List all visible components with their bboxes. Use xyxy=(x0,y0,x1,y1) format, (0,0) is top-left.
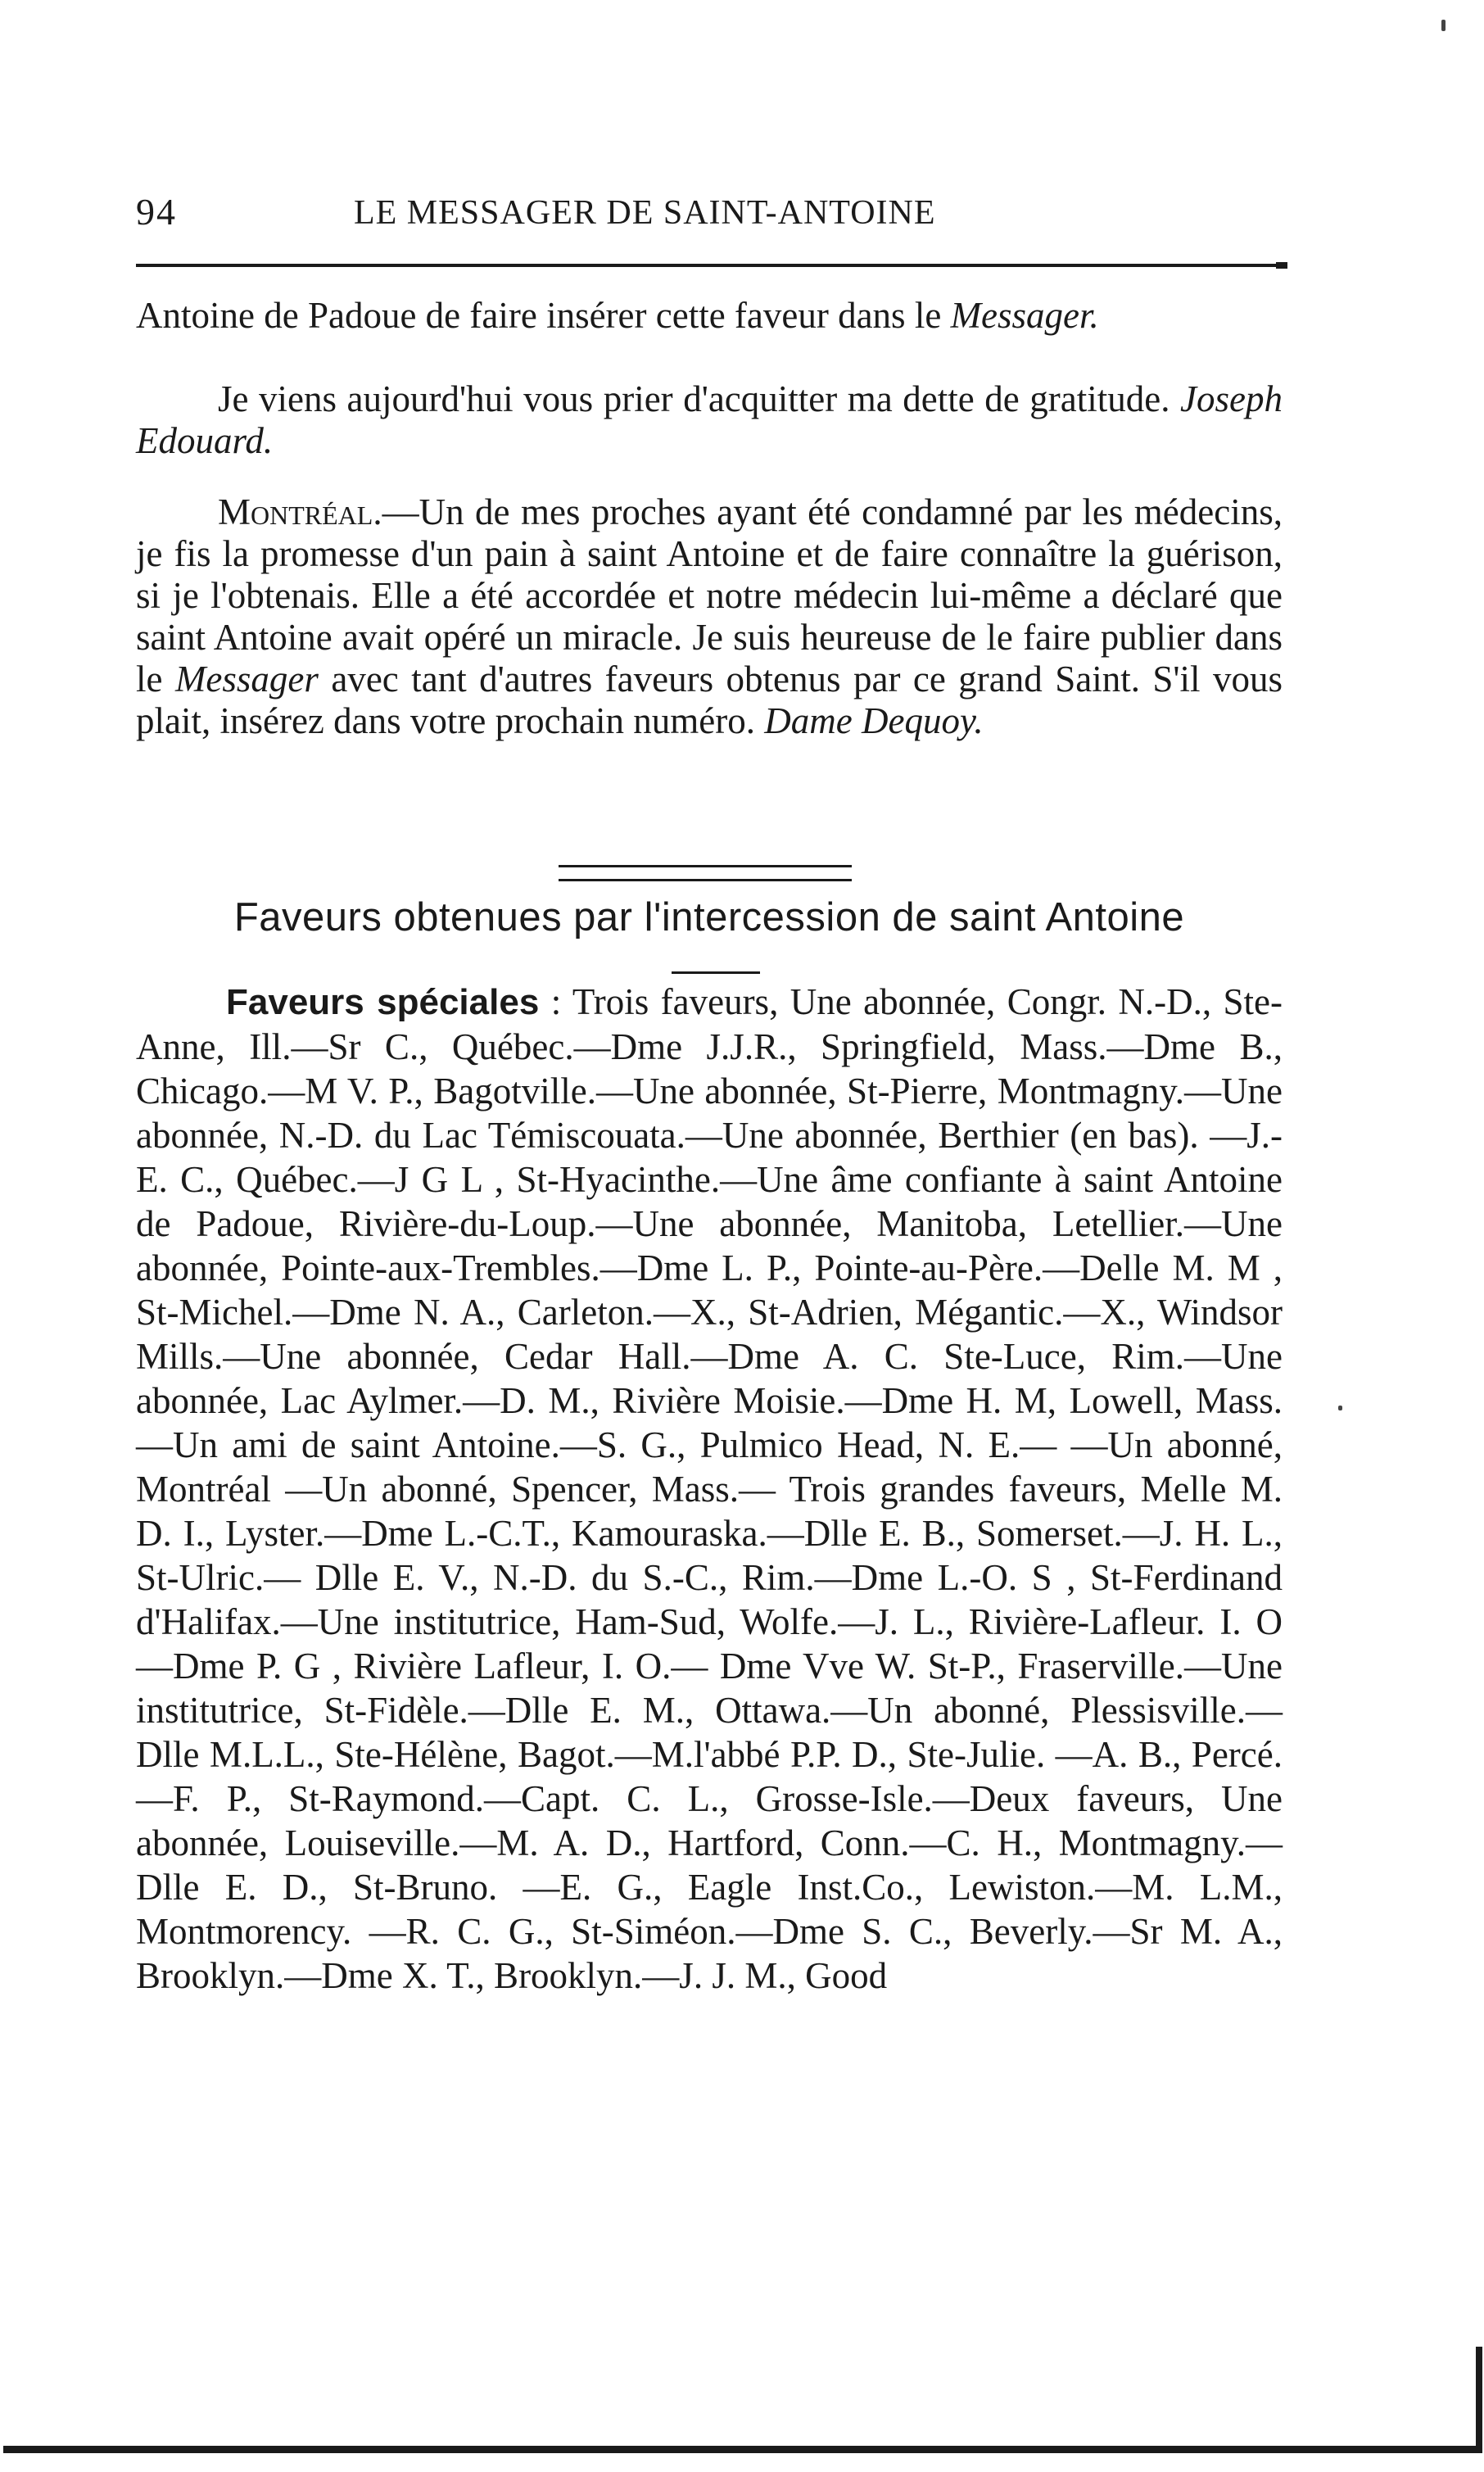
paragraph-continuation xyxy=(136,295,1283,337)
paragraph-text: Antoine de Padoue de faire insérer cette faveur dans le xyxy=(136,295,951,336)
favors-body: : Trois faveurs, Une abonnée, Congr. N.-D., Ste-Anne, Ill.—Sr C., Québec.—Dme J.J.R., Springfield, Mass.—Dme B., Chicago.—M V. P., Bagotville.—Une abonnée, St-Pierre, Montmagny.—Une abonnée, N.-D. du Lac Témiscouata.—Une abonnée, Berthier (en bas). —J.-E. C., Québec.—J G L , St-Hyacinthe.—Une âme confiante à saint Antoine de Padoue, Rivière-du-Loup.—Une abonnée, Manitoba, Letellier.—Une abonnée, Pointe-aux-Trembles.—Dme L. P., Pointe-au-Père.—Delle M. M , St-Michel.—Dme N. A., Carleton.—X., St-Adrien, Mégantic.—X., Windsor Mills.—Une abonnée, Cedar Hall.—Dme A. C. Ste-Luce, Rim.—Une abonnée, Lac Aylmer.—D. M., Rivière Moisie.—Dme H. M, Lowell, Mass.—Un ami de saint Antoine.—S. G., Pulmico Head, N. E.— —Un abonné, Montréal —Un abonné, Spencer, Mass.— Trois grandes faveurs, Melle M. D. I., Lyster.—Dme L.-C.T., Kamouraska.—Dlle E. B., Somerset.—J. H. L., St-Ulric.— Dlle E. V., N.-D. du S.-C., Rim.—Dme L.-O. S , St-Ferdinand d'Halifax.—Une institutrice, Ham-Sud, Wolfe.—J. L., Rivière-Lafleur. I. O —Dme P. G , Rivière Lafleur, I. O.— Dme Vve W. St-P., Fraserville.—Une institutrice, St-Fidèle.—Dlle E. M., Ottawa.—Un abonné, Plessisville.— Dlle M.L.L., Ste-Hélène, Bagot.—M.l'abbé P.P. D., Ste-Julie. —A. B., Percé.—F. P., St-Raymond.—Capt. C. L., Grosse-Isle.—Deux faveurs, Une abonnée, Louiseville.—M. A. D., Hartford, Conn.—C. H., Montmagny.—Dlle E. D., St-Bruno. —E. G., Eagle Inst.Co., Lewiston.—M. L.M., Montmorency. —R. C. G., St-Siméon.—Dme S. C., Beverly.—Sr M. A., Brooklyn.—Dme X. T., Brooklyn.—J. J. M., Good xyxy=(136,981,1283,1996)
messager-italic: Messager xyxy=(174,659,319,699)
section-heading: Faveurs obtenues par l'intercession de saint Antoine xyxy=(233,895,1185,939)
running-title: LE MESSAGER DE SAINT-ANTOINE xyxy=(354,194,936,232)
paragraph-text: —Un de mes proches ayant été condamné par les médecins, je fis la promesse d'un pain à saint Antoine et de faire connaître la guérison, si je l'obtenais. Elle a été accordée et notre médecin lui-même a déclaré que saint Antoine avait opéré un miracle. Je suis heureuse de le faire publier dans le xyxy=(136,491,1283,699)
section-double-rule xyxy=(559,865,852,881)
signature: Dame Dequoy. xyxy=(764,700,984,741)
favors-list xyxy=(136,980,1283,1998)
header-rule xyxy=(136,264,1283,267)
paragraph-text: avec tant d'autres faveurs obtenus par ce grand Saint. S'il vous plait, insérez dans votre prochain numéro. xyxy=(136,659,1283,741)
paragraph-gratitude xyxy=(136,378,1283,462)
margin-speck xyxy=(1441,20,1446,31)
favors-label: Faveurs spéciales xyxy=(226,982,540,1022)
place-name: Montréal. xyxy=(218,491,382,532)
bottom-rule xyxy=(3,2446,1482,2453)
section-short-rule xyxy=(672,971,760,974)
paragraph-montreal xyxy=(136,491,1283,742)
messager-italic: Messager. xyxy=(950,295,1099,336)
paragraph-text: Je viens aujourd'hui vous prier d'acquitter ma dette de gratitude. xyxy=(218,378,1181,419)
signature: Joseph Edouard. xyxy=(136,378,1283,461)
margin-speck xyxy=(1338,1406,1342,1410)
page-number: 94 xyxy=(136,191,177,233)
